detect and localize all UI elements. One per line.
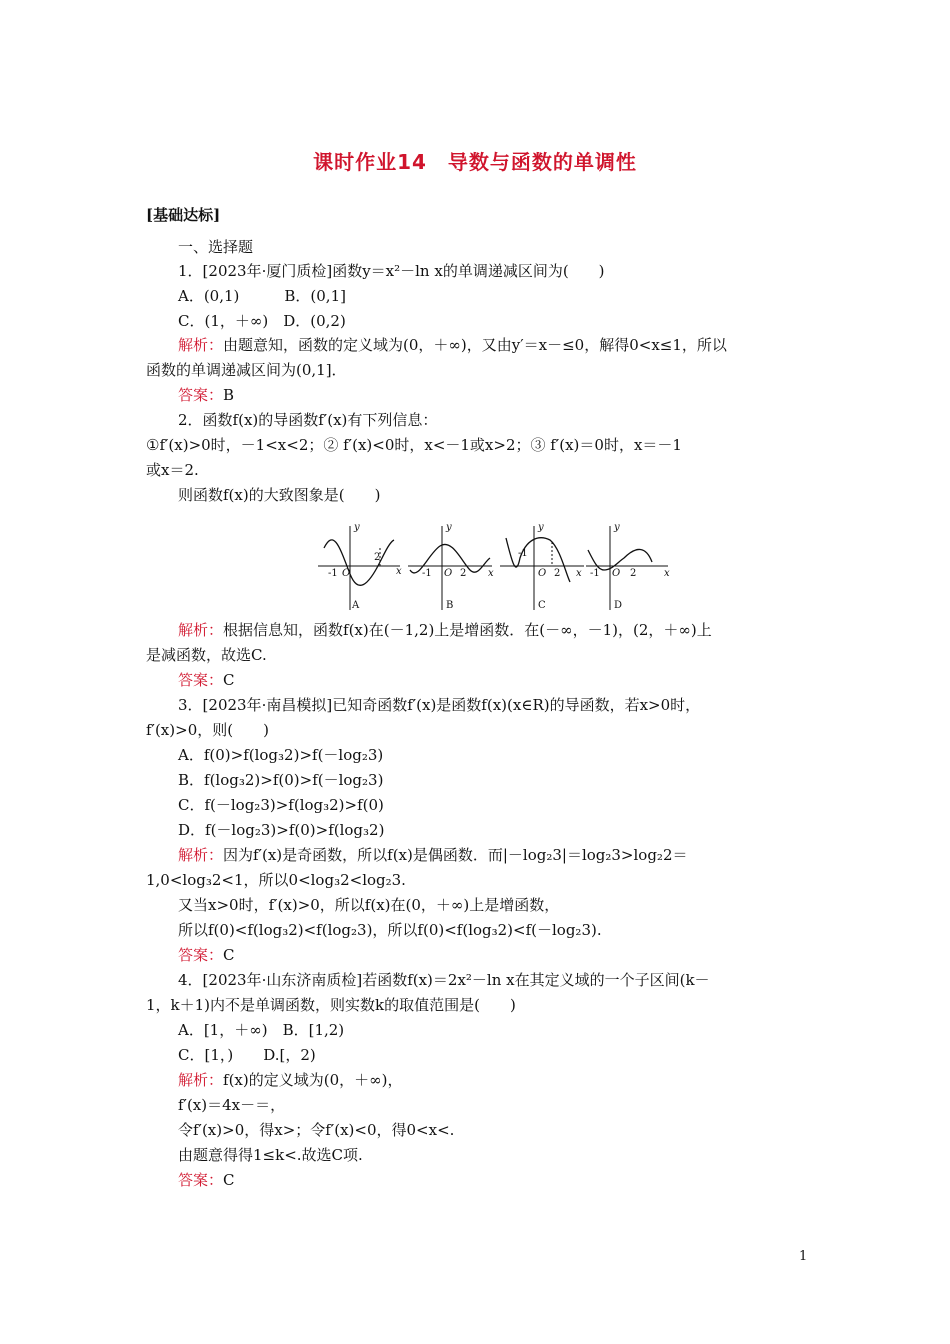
- text-line: [178, 1121, 454, 1139]
- text-line: [178, 411, 437, 429]
- text-line: [178, 1171, 235, 1189]
- line-text: f(x)的定义域为(0，＋∞)，: [223, 1071, 403, 1089]
- graph-c-m1: -1: [518, 548, 528, 559]
- graph-b-letter: B: [446, 600, 454, 611]
- text-line: [178, 312, 346, 330]
- text-line: [146, 871, 406, 889]
- line-text: 令f′(x)>0，得x>；令f′(x)<0，得0<x<.: [178, 1121, 455, 1139]
- line-text: 4．[2023年·山东济南质检]若函数f(x)＝2x²－ln x在其定义域的一个子区间(k－: [178, 971, 710, 989]
- text-line: [178, 1046, 316, 1064]
- line-label: 答案：: [178, 1171, 224, 1189]
- line-text: f′(x)>0，则( ): [146, 721, 269, 739]
- text-line: [178, 671, 235, 689]
- text-line: [178, 696, 700, 714]
- page-title: 课时作业14 导数与函数的单调性: [313, 150, 637, 174]
- text-line: [178, 746, 383, 764]
- line-text: C．f(－log₂3)>f(log₃2)>f(0): [178, 796, 384, 814]
- text-line: [178, 796, 384, 814]
- line-text: 又当x>0时，f′(x)>0，所以f(x)在(0，＋∞)上是增函数，: [178, 896, 560, 914]
- text-line: [178, 846, 688, 864]
- section-heading: [基础达标]: [146, 206, 221, 224]
- line-text: ①f′(x)>0时，－1<x<2；② f′(x)<0时，x<－1或x>2；③ f′(x)＝0时，x＝－1: [146, 436, 682, 454]
- text-line: [178, 262, 605, 280]
- graph-b-o: O: [444, 568, 453, 579]
- text-line: [178, 1021, 344, 1039]
- line-text: A．(0,1) B．(0,1]: [178, 287, 346, 305]
- text-line: [146, 721, 269, 739]
- line-text: C．(1，＋∞) D．(0,2): [178, 312, 346, 330]
- text-line: [178, 1071, 402, 1089]
- page-number: 1: [799, 1249, 808, 1264]
- graph-d-o: O: [612, 568, 621, 579]
- text-line: [146, 361, 347, 379]
- line-text: 所以f(0)<f(log₃2)<f(log₂3)，所以f(0)<f(log₃2)<f(－log₂3).: [178, 921, 602, 939]
- line-label: 解析：: [178, 846, 224, 864]
- line-text: 一、选择题: [178, 238, 254, 256]
- text-line: [178, 771, 383, 789]
- graph-d-m1: -1: [590, 568, 600, 579]
- line-label: 答案：: [178, 946, 224, 964]
- graph-b-m1: -1: [422, 568, 432, 579]
- line-text: 2．函数f(x)的导函数f′(x)有下列信息：: [178, 411, 438, 429]
- line-text: 1,0<log₃2<1，所以0<log₃2<log₂3.: [146, 871, 406, 889]
- graph-d-letter: D: [614, 600, 623, 611]
- line-text: f′(x)＝4x－＝，: [178, 1096, 286, 1114]
- graph-d-x: x: [664, 568, 670, 579]
- text-line: [178, 1146, 363, 1164]
- graph-b-y: y: [446, 522, 452, 533]
- graph-d-y: y: [614, 522, 620, 533]
- text-line: [146, 436, 682, 454]
- line-text: C: [223, 946, 235, 964]
- line-text: B: [223, 386, 235, 404]
- line-text: A．[1，＋∞) B．[1,2): [178, 1021, 345, 1039]
- graph-c-letter: C: [538, 600, 546, 611]
- graph-a-letter: A: [352, 600, 360, 611]
- line-text: C．[1，) D.[，2): [178, 1046, 316, 1064]
- line-text: 因为f′(x)是奇函数，所以f(x)是偶函数．而|－log₂3|＝log₂3>log₂2＝: [223, 846, 688, 864]
- graph-c-o: O: [538, 568, 547, 579]
- line-text: 1，k＋1)内不是单调函数，则实数k的取值范围是( ): [146, 996, 516, 1014]
- line-text: 3．[2023年·南昌模拟]已知奇函数f′(x)是函数f(x)(x∈R)的导函数，若x>0时，: [178, 696, 701, 714]
- line-text: C: [223, 1171, 235, 1189]
- text-line: [178, 1096, 285, 1114]
- graph-c-x: x: [576, 568, 582, 579]
- line-text: A．f(0)>f(log₃2)>f(－log₂3): [178, 746, 384, 764]
- function-graphs-figure: [312, 518, 672, 614]
- line-text: 是减函数，故选C.: [146, 646, 267, 664]
- line-text: 函数的单调递减区间为(0,1]．: [146, 361, 347, 379]
- line-label: 答案：: [178, 386, 224, 404]
- text-line: [178, 621, 712, 639]
- graph-d: [586, 522, 670, 611]
- graph-a-o: O: [342, 568, 351, 579]
- graph-b-2: 2: [460, 568, 467, 579]
- text-line: [178, 896, 559, 914]
- line-text: 根据信息知，函数f(x)在(－1,2)上是增函数．在(－∞，－1)，(2，＋∞)上: [223, 621, 712, 639]
- graph-c-y: y: [538, 522, 544, 533]
- line-text: 或x＝2.: [146, 461, 199, 479]
- text-line: [178, 238, 253, 256]
- line-label: 解析：: [178, 336, 224, 354]
- graph-a: [318, 522, 402, 611]
- graph-c-2: 2: [554, 568, 561, 579]
- line-text: 由题意知，函数的定义域为(0，＋∞)，又由y′＝x－≤0，解得0<x≤1，所以: [223, 336, 727, 354]
- text-line: [178, 971, 710, 989]
- graph-a-y: y: [354, 522, 360, 533]
- line-label: 解析：: [178, 621, 224, 639]
- graph-a-m1: -1: [328, 568, 338, 579]
- text-line: [178, 821, 384, 839]
- graph-b-x: x: [488, 568, 494, 579]
- line-text: 则函数f(x)的大致图象是( ): [178, 486, 381, 504]
- text-line: [178, 336, 727, 354]
- text-line: [146, 996, 516, 1014]
- line-text: D．f(－log₂3)>f(0)>f(log₃2): [178, 821, 385, 839]
- text-line: [178, 287, 346, 305]
- text-line: [146, 646, 267, 664]
- line-text: B．f(log₃2)>f(0)>f(－log₂3): [178, 771, 384, 789]
- text-line: [178, 946, 235, 964]
- line-text: C: [223, 671, 235, 689]
- line-text: 由题意得得1≤k<.故选C项.: [178, 1146, 363, 1164]
- line-label: 解析：: [178, 1071, 224, 1089]
- line-label: 答案：: [178, 671, 224, 689]
- text-line: [178, 921, 602, 939]
- text-line: [178, 486, 380, 504]
- graph-a-2: 2: [374, 552, 381, 563]
- text-line: [146, 461, 199, 479]
- graph-d-2: 2: [630, 568, 637, 579]
- text-line: [178, 386, 234, 404]
- graph-c: [500, 522, 584, 611]
- graph-b: [408, 522, 494, 611]
- graph-a-x: x: [396, 566, 402, 577]
- line-text: 1．[2023年·厦门质检]函数y＝x²－ln x的单调递减区间为( ): [178, 262, 605, 280]
